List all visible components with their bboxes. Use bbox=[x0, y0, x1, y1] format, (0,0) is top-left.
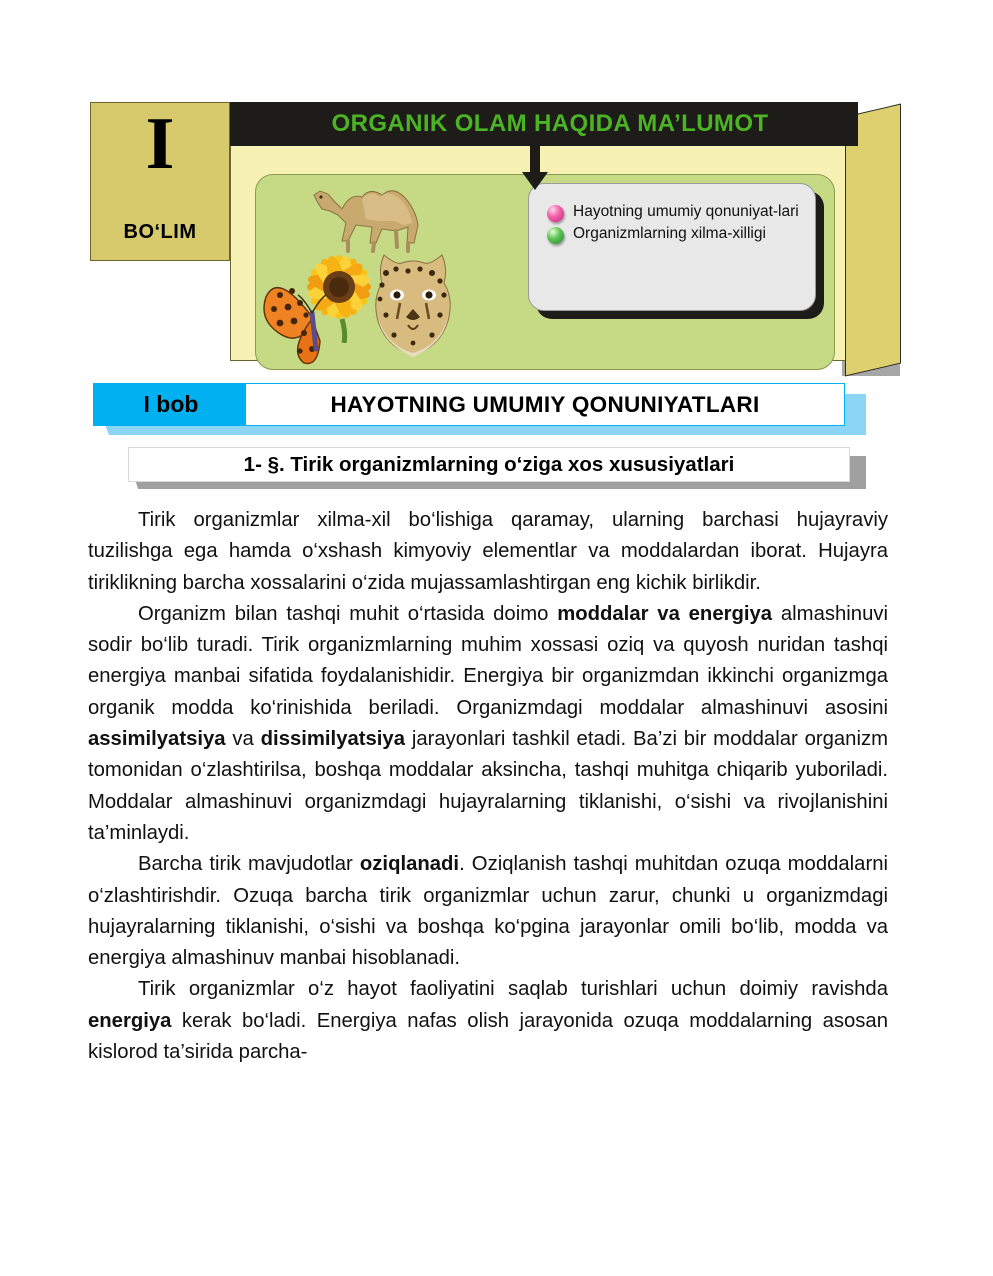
unit-topic-label: Hayotning umumiy qonuniyat-lari bbox=[573, 203, 799, 220]
unit-label: BO‘LIM bbox=[123, 221, 197, 243]
text-run: almashinuvi sodir bo‘lib turadi. Tirik organizmlarning muhim xossasi oziq va quyosh nuridan tashqi energiya manbai sifatida foydalanishidir. Energiya bir organizmdan ikkinchi organizmga organik modda ko‘rinishida beriladi. Organizmdagi moddalar almashinuvi asosini bbox=[88, 602, 888, 719]
text-run: Organizm bilan tashqi muhit o‘rtasida doimo bbox=[138, 602, 558, 625]
body-paragraph bbox=[88, 505, 888, 599]
butterfly-image bbox=[260, 263, 364, 367]
green-sphere-bullet-icon bbox=[547, 227, 564, 244]
unit-roman-numeral: I bbox=[145, 103, 175, 185]
body-paragraph bbox=[88, 599, 888, 849]
list-item bbox=[539, 224, 805, 244]
chapter-number-label: I bob bbox=[143, 391, 199, 417]
unit-topic-label: Organizmlarning xilma-xilligi bbox=[573, 225, 766, 242]
text-run: . Oziqlanish tashqi muhitdan ozuqa moddalarni o‘zlashtirishdir. Ozuqa barcha tirik organizmlar uchun zarur, chunki u organizmdagi hujayralarning tiklanishi, o‘sishi va boshqa ko‘pgina jarayonlar omili bo‘lib, modda va energiya almashinuv manbai hisoblanadi. bbox=[88, 853, 888, 970]
nature-collage bbox=[260, 175, 500, 370]
text-run: Tirik organizmlar o‘z hayot faoliyatini saqlab turishlari uchun doimiy ravishda bbox=[138, 978, 888, 1001]
unit-banner bbox=[230, 102, 858, 146]
chapter-header bbox=[93, 383, 866, 435]
emphasis-term: dissimilyatsiya bbox=[260, 728, 405, 751]
unit-number-box bbox=[90, 102, 230, 261]
body-text-column bbox=[88, 505, 888, 1068]
section-title-box bbox=[128, 447, 850, 482]
chapter-number-tab bbox=[93, 383, 245, 426]
emphasis-term: oziqlanadi bbox=[359, 853, 460, 876]
pink-sphere-bullet-icon bbox=[547, 205, 564, 222]
emphasis-term: assimilyatsiya bbox=[88, 728, 226, 751]
list-item bbox=[539, 202, 805, 222]
down-arrow-icon bbox=[522, 146, 548, 190]
unit-banner-title: ORGANIK OLAM HAQIDA MA’LUMOT bbox=[331, 110, 769, 137]
unit-green-panel bbox=[255, 174, 835, 370]
unit-header-graphic bbox=[90, 102, 868, 384]
body-paragraph bbox=[88, 974, 888, 1068]
emphasis-term: moddalar va energiya bbox=[557, 602, 773, 625]
section-header bbox=[128, 447, 866, 489]
text-run: kerak bo‘ladi. Energiya nafas olish jarayonida ozuqa moddalarning asosan kislorod ta’sirida parcha- bbox=[88, 1009, 888, 1064]
emphasis-term: energiya bbox=[88, 1009, 172, 1032]
unit-topics-card bbox=[528, 183, 816, 311]
page-title: 1- §. Tirik organizmlarning o‘ziga xos xususiyatlari bbox=[243, 452, 735, 476]
text-run: Barcha tirik mavjudotlar bbox=[138, 853, 360, 876]
text-run: Tirik organizmlar xilma-xil bo‘lishiga qaramay, ularning barchasi hujayraviy tuzilishga ega hamda o‘xshash kimyoviy elementlar va moddalardan iborat. Hujayra tiriklikning barcha xossalarini o‘zida mujassamlashtirgan eng kichik birlikdir. bbox=[88, 509, 888, 594]
cheetah-image bbox=[364, 247, 462, 367]
text-run: jarayonlari tashkil etadi. Ba’zi bir moddalar organizm tomonidan o‘zlashtirilsa, boshqa moddalar aksincha, tashqi muhitga chiqarib yuboriladi. Moddalar almashinuvi organizmdagi hujayralarning tiklanishi, o‘sishi va rivojlanishini ta’minlaydi. bbox=[88, 728, 888, 844]
chapter-title-box bbox=[245, 383, 845, 426]
text-run: va bbox=[225, 728, 261, 751]
body-paragraph bbox=[88, 849, 888, 974]
chapter-title-label: HAYOTNING UMUMIY QONUNIYATLARI bbox=[330, 391, 760, 417]
